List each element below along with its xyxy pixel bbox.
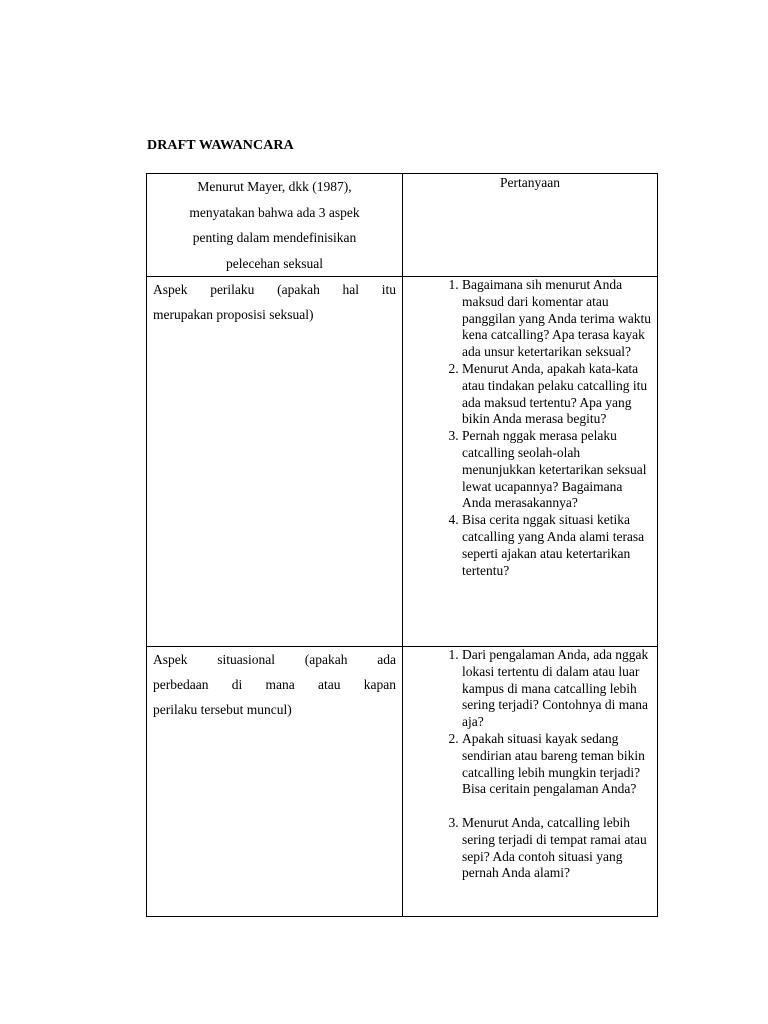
question-item: 1. Dari pengalaman Anda, ada nggak lokasi tertentu di dalam atau luar kampus di mana catcalling lebih sering terjadi? Contohnya di mana aja? xyxy=(462,647,651,731)
table-row xyxy=(147,277,658,647)
question-item: 3. Pernah nggak merasa pelaku catcalling seolah-olah menunjukkan ketertarikan seksual lewat ucapannya? Bagaimana Anda merasakannya? xyxy=(462,428,651,512)
aspect-text-line: perilaku tersebut muncul) xyxy=(153,702,292,717)
header-theory-cell xyxy=(147,174,403,277)
header-theory-line: menyatakan bahwa ada 3 aspek xyxy=(189,204,360,220)
question-list xyxy=(409,277,651,579)
table-header-row xyxy=(147,174,658,277)
aspect-cell-situasional xyxy=(147,647,403,917)
questions-cell-situasional xyxy=(403,647,658,917)
aspect-text-line: Aspek perilaku (apakah hal itu xyxy=(153,282,396,297)
header-theory-line: Menurut Mayer, dkk (1987), xyxy=(197,179,352,194)
header-theory-line: pelecehan seksual xyxy=(225,255,324,271)
question-item: 2. Menurut Anda, apakah kata-kata atau tindakan pelaku catcalling itu ada maksud tertentu? Apa yang bikin Anda merasa begitu? xyxy=(462,361,651,428)
question-item: 1. Bagaimana sih menurut Anda maksud dari komentar atau panggilan yang Anda terima waktu kena catcalling? Apa terasa kayak ada unsur ketertarikan seksual? xyxy=(462,277,651,361)
aspect-text-line: merupakan proposisi seksual) xyxy=(153,307,314,322)
header-questions-cell xyxy=(403,174,658,277)
document-title: DRAFT WAWANCARA xyxy=(147,138,294,153)
aspect-text-line: Aspek situasional (apakah ada xyxy=(153,652,396,667)
interview-table xyxy=(146,173,658,917)
aspect-cell-perilaku xyxy=(147,277,403,647)
table-row xyxy=(147,647,658,917)
header-questions-label: Pertanyaan xyxy=(500,175,560,190)
questions-cell-perilaku xyxy=(403,277,658,647)
question-item: 2. Apakah situasi kayak sedang sendirian atau bareng teman bikin catcalling lebih mungkin terjadi? Bisa ceritain pengalaman Anda? xyxy=(462,731,651,798)
question-item: 3. Menurut Anda, catcalling lebih sering terjadi di tempat ramai atau sepi? Ada contoh situasi yang pernah Anda alami? xyxy=(462,815,651,882)
aspect-text-line: perbedaan di mana atau kapan xyxy=(153,677,396,692)
question-item: 4. Bisa cerita nggak situasi ketika catcalling yang Anda alami terasa seperti ajakan atau ketertarikan tertentu? xyxy=(462,512,651,579)
question-list xyxy=(409,647,651,882)
header-theory-line: penting dalam mendefinisikan xyxy=(192,230,357,245)
